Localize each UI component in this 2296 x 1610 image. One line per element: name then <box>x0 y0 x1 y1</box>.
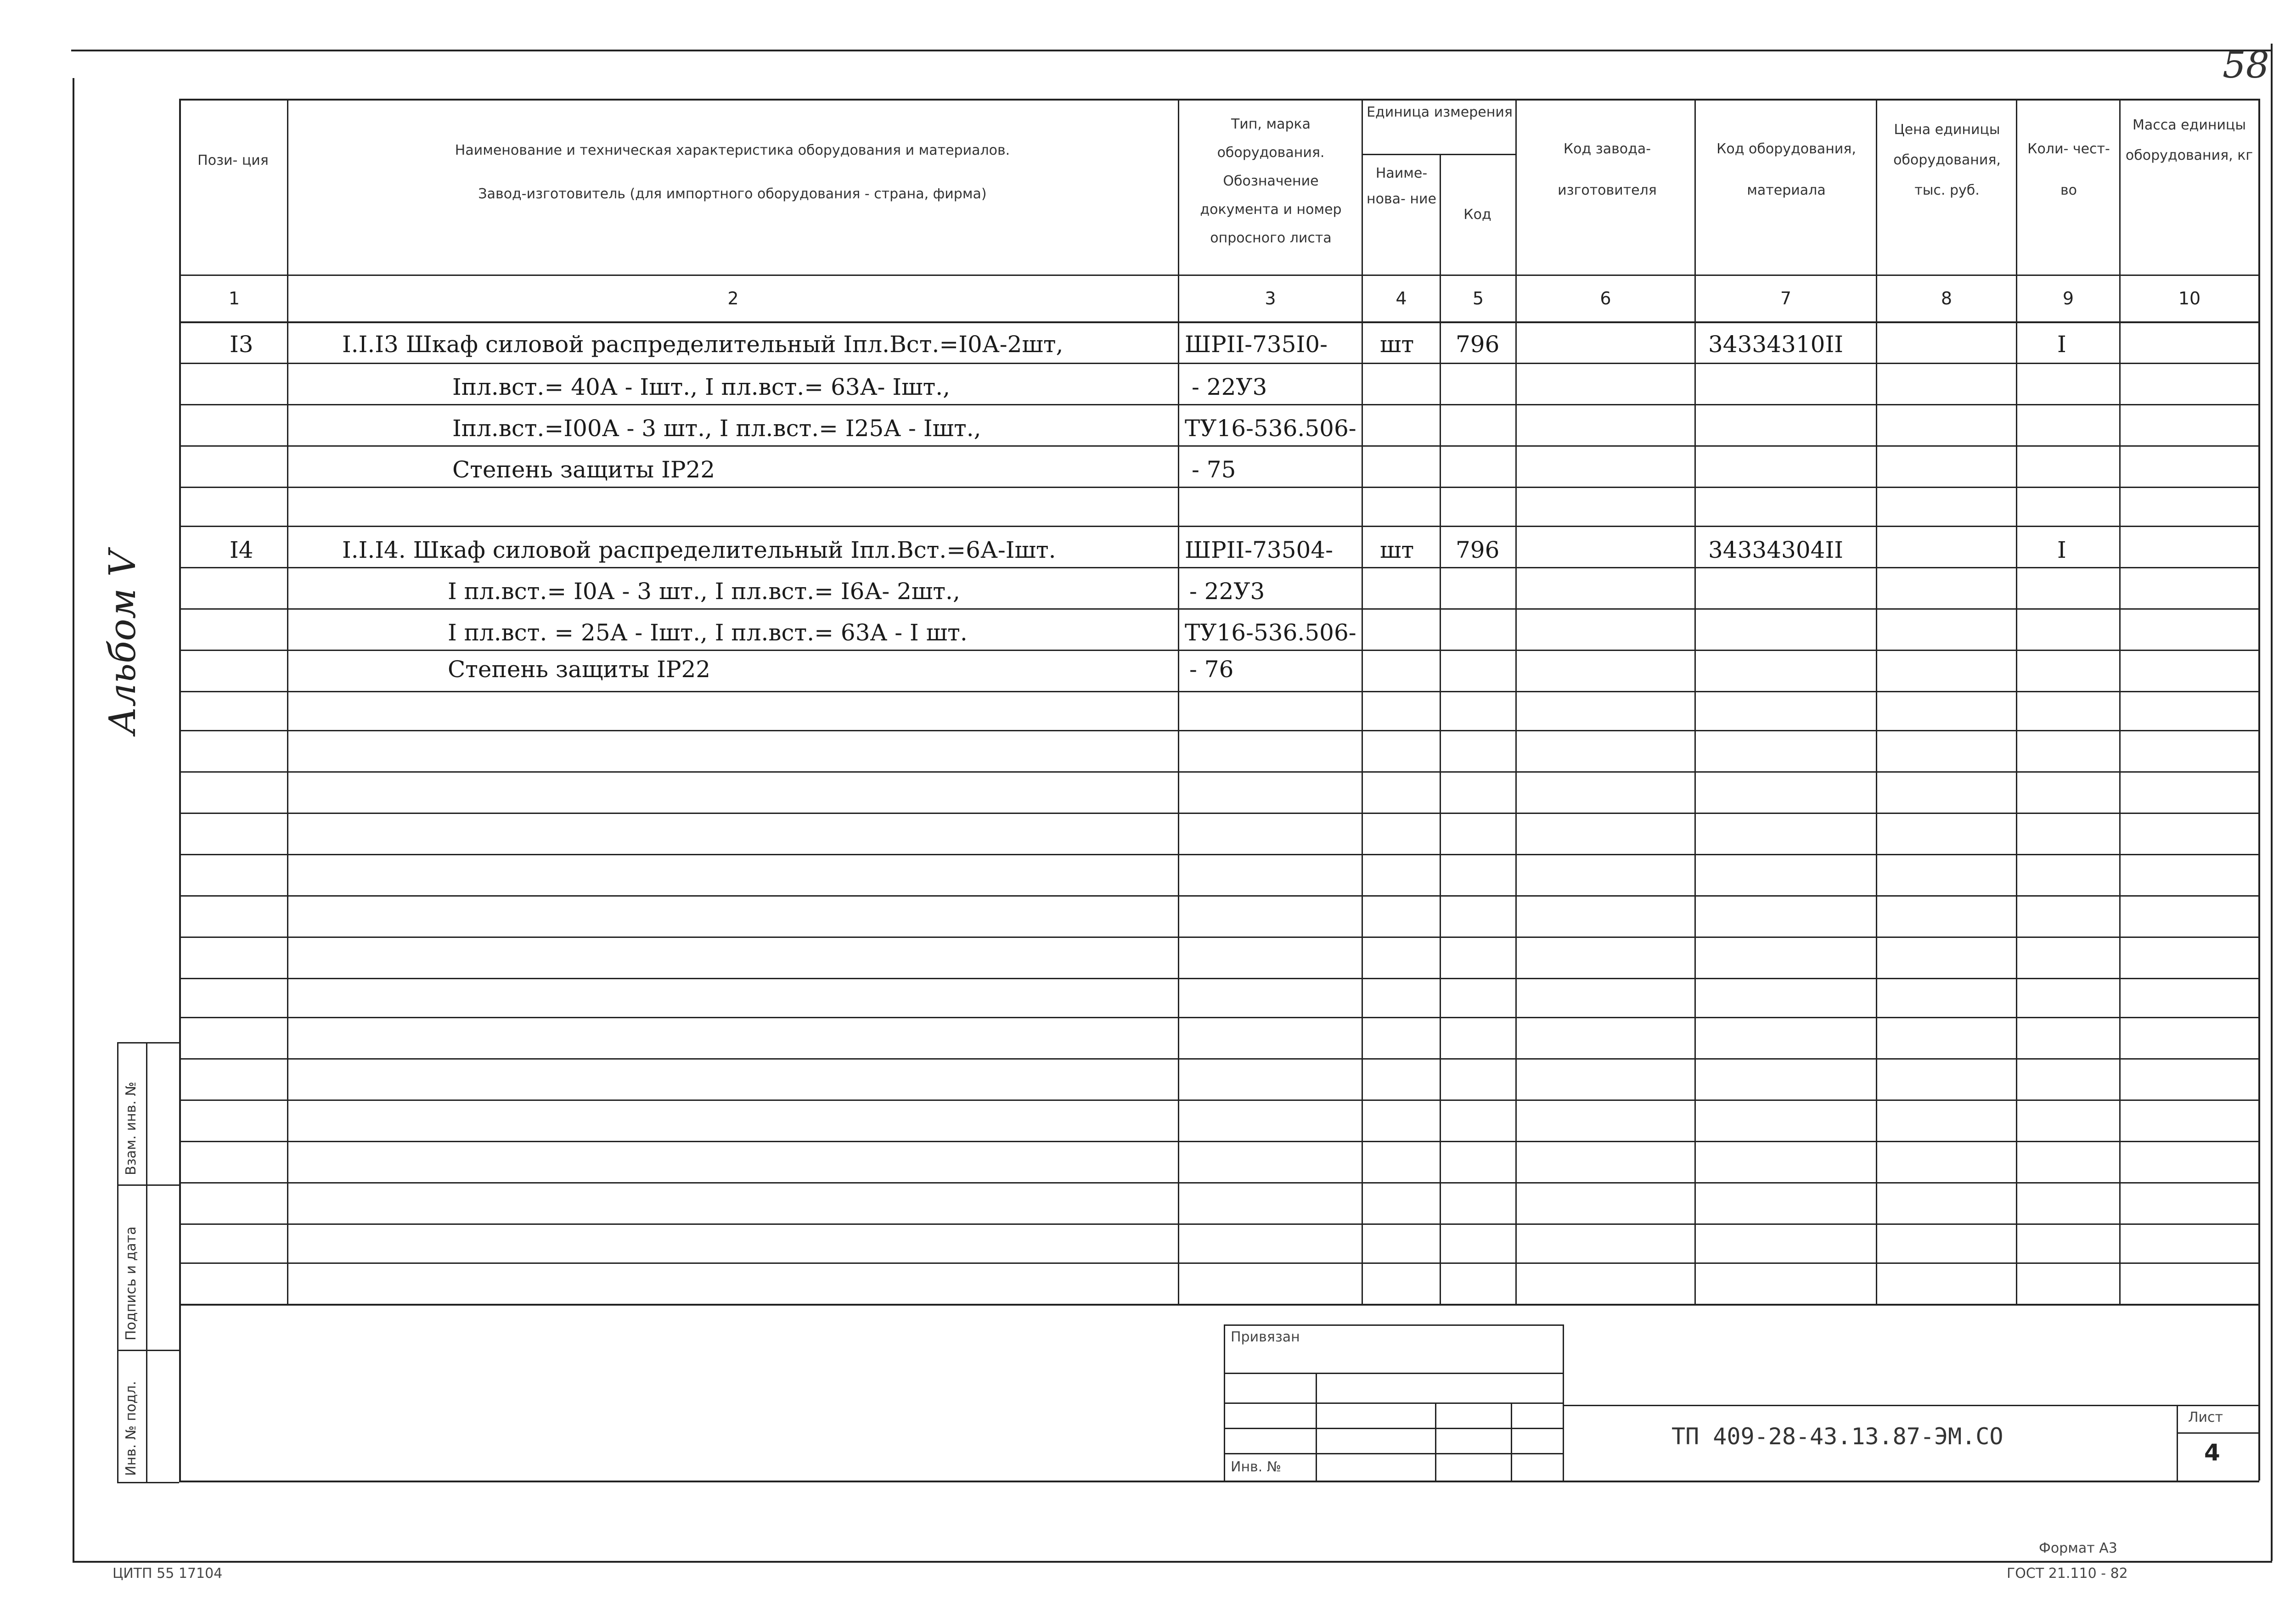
type-cell: ТУ16-536.506- <box>1185 415 1356 442</box>
colnum: 7 <box>1780 288 1792 309</box>
stamp-doc-top <box>1563 1405 2258 1406</box>
row-line <box>179 978 2259 979</box>
side-stamp-inv-orig: Инв. № подл. <box>123 1381 139 1476</box>
header-type: Тип, марка оборудования. Обозначение документа и номер опросного листа <box>1200 116 1342 246</box>
type-cell: ТУ16-536.506- <box>1185 619 1356 646</box>
side-stamp-top <box>117 1042 179 1043</box>
footer-gost: ГОСТ 21.110 - 82 <box>2007 1565 2128 1582</box>
description-cell: Iпл.вст.= 40А - Iшт., I пл.вст.= 63А- Iшт., <box>452 374 951 400</box>
quantity-cell: I <box>2057 331 2066 358</box>
col-line-4 <box>1440 154 1441 1304</box>
colnum: 4 <box>1396 288 1407 309</box>
stamp-inv-no-label: Инв. № <box>1231 1459 1282 1475</box>
stamp-privyazan-top <box>1224 1324 1564 1326</box>
row-line <box>179 691 2259 692</box>
position-cell: I3 <box>230 331 253 358</box>
document-code: ТП 409-28-43.13.87-ЭМ.СО <box>1671 1423 2003 1450</box>
right-border <box>2271 44 2273 1561</box>
table-top <box>179 99 2259 101</box>
colnum: 3 <box>1265 288 1276 309</box>
type-cell: ШРII-73504- <box>1185 537 1334 563</box>
side-stamp-bottom <box>117 1482 179 1483</box>
header-name-line1: Наименование и техническая характеристика оборудования и материалов. <box>455 142 1010 158</box>
unit-group-split <box>1362 154 1515 155</box>
table-header-bottom <box>179 275 2259 276</box>
sheet-number: 4 <box>2204 1439 2220 1466</box>
row-line <box>179 1141 2259 1142</box>
row-line <box>179 526 2259 527</box>
unit-code-cell: 796 <box>1456 331 1500 358</box>
material-code-cell: 34334310II <box>1708 331 1843 358</box>
row-line <box>179 1223 2259 1225</box>
stamp-outer-bottom <box>179 1481 2259 1482</box>
stamp-sheet-mid <box>2177 1432 2258 1434</box>
footer-left-code: ЦИТП 55 17104 <box>113 1565 223 1582</box>
stamp-line-b <box>1224 1402 1564 1404</box>
col-line-8 <box>2016 99 2017 1304</box>
type-cell: - 22У3 <box>1189 578 1265 605</box>
header-unit-name: Наиме- нова- ние <box>1367 165 1436 207</box>
type-cell: - 22У3 <box>1192 374 1267 400</box>
top-dash-border <box>71 50 2271 51</box>
album-label: Альбом V <box>101 550 144 735</box>
stamp-col-b <box>1435 1402 1436 1481</box>
row-line <box>179 650 2259 651</box>
row-line <box>179 1017 2259 1018</box>
side-stamp-div2 <box>117 1350 179 1351</box>
unit-code-cell: 796 <box>1456 537 1500 563</box>
col-line-2 <box>1178 99 1179 1304</box>
colnum: 6 <box>1600 288 1611 309</box>
sheet-label: Лист <box>2188 1409 2223 1425</box>
row-line <box>179 1100 2259 1101</box>
colnum: 8 <box>1941 288 1953 309</box>
stamp-col-a <box>1316 1373 1317 1481</box>
colnum: 2 <box>727 288 739 309</box>
col-line-7 <box>1876 99 1877 1304</box>
colnum: 9 <box>2062 288 2074 309</box>
col-line-6 <box>1694 99 1696 1304</box>
stamp-line-d <box>1224 1453 1564 1454</box>
col-line-5 <box>1515 99 1517 1304</box>
row-line <box>179 1182 2259 1184</box>
quantity-cell: I <box>2057 537 2066 563</box>
header-name-line2: Завод-изготовитель (для импортного оборудования - страна, фирма) <box>478 186 987 202</box>
side-stamp-left <box>117 1042 118 1483</box>
header-material-code: Код оборудования, материала <box>1716 141 1856 198</box>
left-border <box>73 78 74 1561</box>
header-unit-group: Единица измерения <box>1367 104 1513 120</box>
colnum: 5 <box>1472 288 1484 309</box>
header-unit-code: Код <box>1463 207 1491 223</box>
description-cell: I пл.вст. = 25А - Iшт., I пл.вст.= 63А - I шт. <box>448 619 968 646</box>
row-line <box>179 363 2259 364</box>
side-stamp-mid <box>146 1042 147 1483</box>
row-line <box>179 895 2259 897</box>
type-cell: ШРII-735I0- <box>1185 331 1328 358</box>
header-price: Цена единицы оборудования, тыс. руб. <box>1893 122 2001 198</box>
row-line <box>179 608 2259 610</box>
row-line <box>179 404 2259 405</box>
table-colnum-bottom <box>179 321 2259 323</box>
header-plant-code: Код завода-изготовителя <box>1558 141 1657 198</box>
side-stamp-sign-date: Подпись и дата <box>123 1226 139 1341</box>
colnum: 10 <box>2178 288 2201 309</box>
table-bottom <box>179 1304 2259 1306</box>
description-cell: I пл.вст.= I0А - 3 шт., I пл.вст.= I6А- 2шт., <box>448 578 960 605</box>
row-line <box>179 854 2259 855</box>
description-cell: I.I.I3 Шкаф силовой распределительный Iпл.Вст.=I0А-2шт, <box>342 331 1064 358</box>
table-right <box>2258 99 2260 1481</box>
material-code-cell: 34334304II <box>1708 537 1843 563</box>
col-line-3 <box>1362 99 1363 1304</box>
position-cell: I4 <box>230 537 253 563</box>
bottom-border <box>73 1561 2272 1563</box>
row-line <box>179 1262 2259 1264</box>
row-line <box>179 813 2259 814</box>
table-left <box>179 99 181 1481</box>
side-stamp-vzam-inv: Взам. инв. № <box>123 1082 139 1175</box>
row-line <box>179 1058 2259 1060</box>
row-line <box>179 487 2259 488</box>
header-mass: Масса единицы оборудования, кг <box>2125 117 2253 163</box>
page-number-handwritten: 58 <box>2223 44 2269 86</box>
description-cell: Iпл.вст.=I00А - 3 шт., I пл.вст.= I25А - Iшт., <box>452 415 981 442</box>
description-cell: I.I.I4. Шкаф силовой распределительный Iпл.Вст.=6А-Iшт. <box>342 537 1056 563</box>
side-stamp-div1 <box>117 1184 179 1186</box>
colnum: 1 <box>228 288 240 309</box>
type-cell: - 75 <box>1192 456 1236 483</box>
type-cell: - 76 <box>1189 656 1234 683</box>
unit-name-cell: шт <box>1380 537 1414 563</box>
col-line-9 <box>2119 99 2121 1304</box>
header-position: Пози- ция <box>197 152 269 168</box>
row-line <box>179 730 2259 731</box>
stamp-line-a <box>1224 1373 1564 1374</box>
unit-name-cell: шт <box>1380 331 1414 358</box>
row-line <box>179 567 2259 568</box>
description-cell: Степень защиты IP22 <box>452 456 715 483</box>
stamp-col-c <box>1511 1402 1512 1481</box>
stamp-line-c <box>1224 1428 1564 1429</box>
footer-format: Формат А3 <box>2039 1540 2117 1556</box>
col-line-1 <box>287 99 288 1304</box>
row-line <box>179 445 2259 447</box>
row-line <box>179 771 2259 773</box>
header-quantity: Коли- чест- во <box>2027 141 2110 198</box>
stamp-sheet-left <box>2177 1405 2178 1481</box>
description-cell: Степень защиты IP22 <box>448 656 711 683</box>
row-line <box>179 937 2259 938</box>
stamp-privyazan-label: Привязан <box>1231 1329 1300 1345</box>
